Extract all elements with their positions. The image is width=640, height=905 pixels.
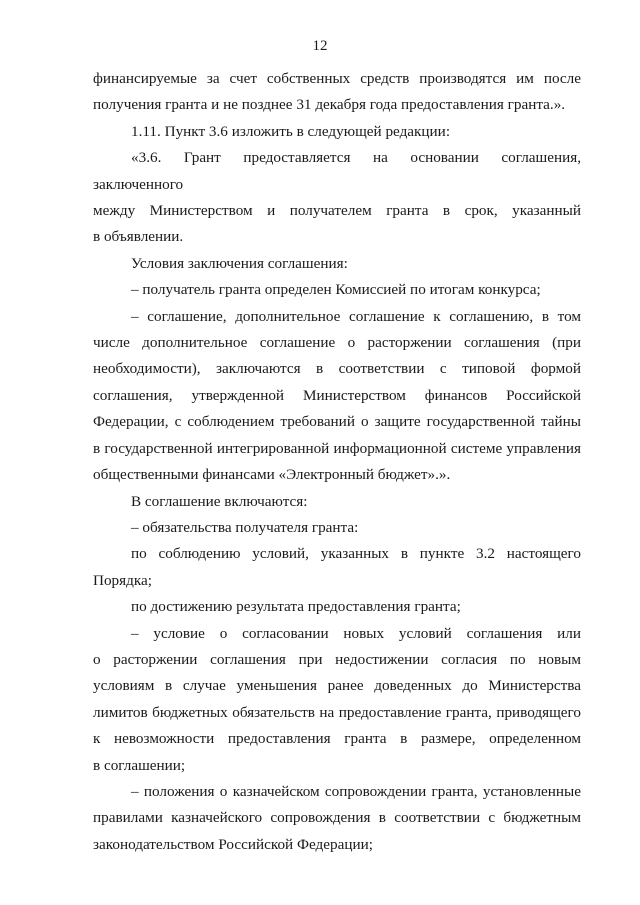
text-line: Порядка; <box>93 571 152 589</box>
paragraph-condition-agreement <box>93 304 581 489</box>
text-line: Федерации, с соблюдением требований о защите государственной тайны <box>93 413 581 431</box>
text-line: финансируемые за счет собственных средств производятся им после <box>93 70 581 87</box>
text-line: условиям в случае уменьшения ранее доведенных до Министерства <box>93 677 581 695</box>
text-line: получения гранта и не позднее 31 декабря года предоставления гранта.». <box>93 96 566 114</box>
text-line: в объявлении. <box>93 228 184 246</box>
text-line: правилами казначейского сопровождения в соответствии с бюджетным <box>93 809 581 827</box>
paragraph-clause-3-6 <box>93 145 581 251</box>
text-line: к невозможности предоставления гранта в размере, определенном <box>93 730 581 748</box>
text-line: – положения о казначейском сопровождении гранта, установленные <box>131 782 581 800</box>
paragraph-amendment-item: 1.11. Пункт 3.6 изложить в следующей редакции: <box>131 122 451 140</box>
paragraph-obligations: – обязательства получателя гранта: <box>131 518 359 536</box>
text-line: – соглашение, дополнительное соглашение к соглашению, в том <box>131 307 581 325</box>
text-line: по соблюдению условий, указанных в пункте 3.2 настоящего <box>131 545 581 563</box>
document-body <box>93 66 581 858</box>
text-line: в соглашении; <box>93 756 186 774</box>
text-line: числе дополнительное соглашение о расторжении соглашения (при <box>93 334 581 352</box>
paragraph-condition-commission: – получатель гранта определен Комиссией по итогам конкурса; <box>131 281 541 299</box>
paragraph-result: по достижению результата предоставления гранта; <box>131 598 461 616</box>
text-line: между Министерством и получателем гранта в срок, указанный <box>93 202 581 220</box>
paragraph-new-conditions <box>93 621 581 779</box>
text-line: необходимости), заключаются в соответствии с типовой формой <box>93 360 581 378</box>
text-line: – условие о согласовании новых условий соглашения или <box>131 624 581 642</box>
text-line: о расторжении соглашения при недостижении согласия по новым <box>93 650 581 668</box>
text-line: «3.6. Грант предоставляется на основании соглашения, заключенного <box>93 149 581 193</box>
paragraph-treasury-support <box>93 779 581 858</box>
paragraph-included-heading: В соглашение включаются: <box>131 492 308 510</box>
text-line: соглашения, утвержденной Министерством финансов Российской <box>93 386 581 404</box>
paragraph-conditions-heading: Условия заключения соглашения: <box>131 254 348 272</box>
paragraph-compliance <box>93 541 581 594</box>
page-number: 12 <box>312 38 328 54</box>
text-line: лимитов бюджетных обязательств на предоставление гранта, приводящего <box>93 703 581 721</box>
text-line: в государственной интегрированной информационной системе управления <box>93 439 581 457</box>
text-line: законодательством Российской Федерации; <box>93 835 373 853</box>
paragraph-continuation <box>93 66 581 119</box>
text-line: общественными финансами «Электронный бюджет».». <box>93 466 451 484</box>
